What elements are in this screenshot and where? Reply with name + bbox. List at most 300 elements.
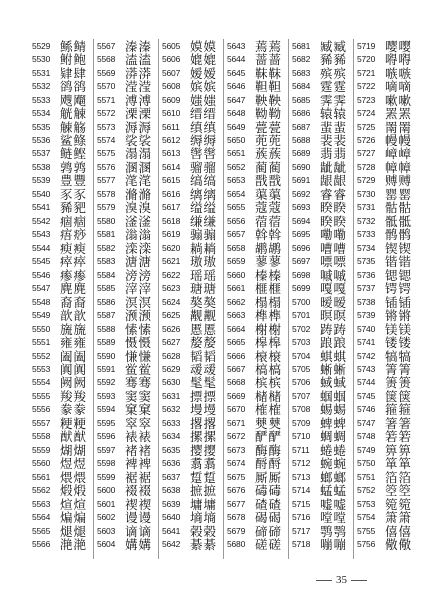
char-glyphs: 嘈嘈 — [320, 240, 348, 256]
char-glyphs: 鲎鲎 — [125, 361, 153, 377]
char-code: 5664 — [227, 323, 246, 334]
char-glyphs: 裔裔 — [60, 294, 88, 310]
char-code: 5733 — [357, 229, 376, 240]
char-glyphs: 锷锷 — [385, 281, 413, 297]
char-glyphs: 墉墉 — [190, 496, 218, 512]
char-glyphs: 榫榫 — [255, 308, 283, 324]
char-code: 5675 — [227, 471, 246, 482]
char-glyphs: 蜚蜚 — [320, 119, 348, 135]
char-code: 5721 — [357, 67, 376, 78]
char-code: 5634 — [162, 431, 181, 442]
char-glyphs: 嘀嘀 — [385, 79, 413, 95]
char-glyphs: 罂罂 — [385, 186, 413, 202]
char-code: 5583 — [97, 256, 116, 267]
char-code: 5730 — [357, 188, 376, 199]
char-code: 5726 — [357, 135, 376, 146]
char-code: 5573 — [97, 121, 116, 132]
char-code: 5596 — [97, 431, 116, 442]
char-code: 5529 — [32, 40, 51, 51]
char-glyphs: 霆霆 — [320, 79, 348, 95]
char-code: 5713 — [292, 471, 311, 482]
char-glyphs: 谩谩 — [125, 510, 153, 526]
char-code: 5580 — [97, 215, 116, 226]
char-code: 5746 — [357, 404, 376, 415]
char-code: 5653 — [227, 175, 246, 186]
char-code: 5714 — [292, 485, 311, 496]
char-code: 5685 — [292, 94, 311, 105]
char-glyphs: 豢豢 — [60, 402, 88, 418]
char-glyphs: 嶂嶂 — [385, 146, 413, 162]
char-code: 5683 — [292, 67, 311, 78]
char-glyphs: 锶锶 — [385, 267, 413, 283]
char-code: 5629 — [162, 363, 181, 374]
char-glyphs: 箢箢 — [385, 496, 413, 512]
char-glyphs: 溱溱 — [125, 38, 153, 54]
char-code: 5699 — [292, 283, 311, 294]
char-glyphs: 蝈蝈 — [320, 388, 348, 404]
char-code: 5628 — [162, 350, 181, 361]
char-glyphs: 滃滃 — [125, 227, 153, 243]
char-glyphs: 嘡嘡 — [320, 510, 348, 526]
char-code: 5660 — [227, 269, 246, 280]
char-glyphs: 锴锴 — [385, 254, 413, 270]
char-code: 5538 — [32, 161, 51, 172]
char-glyphs: 媸媸 — [190, 92, 218, 108]
char-glyphs: 嘞嘞 — [320, 227, 348, 243]
char-glyphs: 辔辔 — [190, 146, 218, 162]
char-glyphs: 箜箜 — [385, 483, 413, 499]
char-code: 5651 — [227, 148, 246, 159]
char-code: 5752 — [357, 485, 376, 496]
char-code: 5661 — [227, 283, 246, 294]
char-glyphs: 豨豝 — [60, 200, 88, 216]
char-code: 5689 — [292, 148, 311, 159]
column-divider — [288, 39, 289, 559]
char-glyphs: 摽摽 — [190, 388, 218, 404]
char-glyphs: 嗽嗽 — [385, 92, 413, 108]
char-code: 5712 — [292, 458, 311, 469]
char-glyphs: 嘘嘘 — [320, 496, 348, 512]
char-code: 5680 — [227, 539, 246, 550]
char-code: 5613 — [162, 148, 181, 159]
char-code: 5755 — [357, 525, 376, 536]
char-code: 5749 — [357, 444, 376, 455]
char-glyphs: 窦窦 — [125, 388, 153, 404]
char-glyphs: 酹酹 — [255, 456, 283, 472]
char-glyphs: 箫箫 — [385, 510, 413, 526]
char-glyphs: 痼痼 — [60, 213, 88, 229]
char-code: 5530 — [32, 54, 51, 65]
char-glyphs: 溏溏 — [125, 254, 153, 270]
char-glyphs: 碣碣 — [255, 510, 283, 526]
char-glyphs: 溽溽 — [125, 119, 153, 135]
char-code: 5643 — [227, 40, 246, 51]
char-glyphs: 阖阖 — [60, 348, 88, 364]
char-code: 5582 — [97, 242, 116, 253]
char-glyphs: 骶骶 — [385, 213, 413, 229]
char-code: 5591 — [97, 363, 116, 374]
char-code: 5662 — [227, 296, 246, 307]
char-glyphs: 滦滦 — [125, 240, 153, 256]
char-code: 5592 — [97, 377, 116, 388]
char-glyphs: 翡翡 — [320, 146, 348, 162]
char-glyphs: 踅踅 — [190, 469, 218, 485]
char-code: 5626 — [162, 323, 181, 334]
char-glyphs: 旒旒 — [60, 321, 88, 337]
char-glyphs: 猷猷 — [60, 429, 88, 445]
char-code: 5608 — [162, 81, 181, 92]
column-divider — [223, 39, 224, 559]
char-glyphs: 榱榱 — [255, 348, 283, 364]
char-code: 5693 — [292, 202, 311, 213]
table-row — [32, 537, 94, 553]
char-glyphs: 豕豕 — [60, 186, 88, 202]
char-code: 5576 — [97, 161, 116, 172]
char-glyphs: 缡缡 — [190, 186, 218, 202]
char-glyphs: 髦髦 — [190, 375, 218, 391]
char-glyphs: 豊豐 — [60, 173, 88, 189]
char-glyphs: 榻榻 — [255, 294, 283, 310]
char-glyphs: 缛缛 — [190, 133, 218, 149]
char-glyphs: 蜿蜿 — [320, 456, 348, 472]
char-code: 5691 — [292, 175, 311, 186]
char-glyphs: 瘐瘐 — [60, 240, 88, 256]
char-code: 5602 — [97, 512, 116, 523]
char-glyphs: 鹑鹑 — [60, 159, 88, 175]
char-code: 5650 — [227, 135, 246, 146]
char-glyphs: 摞摞 — [190, 429, 218, 445]
char-glyphs: 瑭瑭 — [190, 281, 218, 297]
char-code: 5719 — [357, 40, 376, 51]
char-code: 5673 — [227, 444, 246, 455]
char-code: 5751 — [357, 471, 376, 482]
char-glyphs: 叆叆 — [190, 361, 218, 377]
char-code: 5692 — [292, 188, 311, 199]
char-code: 5728 — [357, 161, 376, 172]
char-glyphs: 霁霁 — [320, 92, 348, 108]
char-code: 5539 — [32, 175, 51, 186]
char-code: 5617 — [162, 202, 181, 213]
char-glyphs: 溻溻 — [125, 146, 153, 162]
char-glyphs: 裟裟 — [125, 133, 153, 149]
char-code: 5620 — [162, 242, 181, 253]
char-glyphs: 慊慊 — [125, 348, 153, 364]
char-code: 5589 — [97, 337, 116, 348]
char-code: 5551 — [32, 337, 51, 348]
char-code: 5599 — [97, 471, 116, 482]
char-code: 5642 — [162, 539, 181, 550]
char-glyphs: 滗滗 — [125, 173, 153, 189]
char-code: 5544 — [32, 242, 51, 253]
char-glyphs: 榭榭 — [255, 321, 283, 337]
table-row — [357, 537, 419, 553]
char-glyphs: 綦綦 — [190, 537, 218, 553]
char-glyphs: 锲锲 — [385, 240, 413, 256]
char-glyphs: 骞骞 — [125, 375, 153, 391]
char-code: 5594 — [97, 404, 116, 415]
char-code: 5678 — [227, 512, 246, 523]
table-column — [32, 39, 94, 551]
char-code: 5648 — [227, 108, 246, 119]
char-glyphs: 戬戬 — [255, 173, 283, 189]
char-code: 5570 — [97, 81, 116, 92]
char-code: 5600 — [97, 485, 116, 496]
char-glyphs: 羧羧 — [60, 388, 88, 404]
char-glyphs: 酶酶 — [255, 442, 283, 458]
char-code: 5612 — [162, 135, 181, 146]
char-code: 5618 — [162, 215, 181, 226]
char-glyphs: 箪箪 — [385, 456, 413, 472]
char-code: 5654 — [227, 188, 246, 199]
char-code: 5731 — [357, 202, 376, 213]
char-code: 5742 — [357, 350, 376, 361]
char-glyphs: 雍雍 — [60, 335, 88, 351]
char-code: 5536 — [32, 135, 51, 146]
char-code: 5623 — [162, 283, 181, 294]
char-glyphs: 煺煺 — [60, 523, 88, 539]
char-code: 5632 — [162, 404, 181, 415]
char-code: 5606 — [162, 54, 181, 65]
char-glyphs: 靺靺 — [255, 65, 283, 81]
char-glyphs: 溷溷 — [125, 159, 153, 175]
char-code: 5722 — [357, 81, 376, 92]
page-footer — [316, 574, 367, 586]
char-glyphs: 碲碲 — [255, 523, 283, 539]
char-glyphs: 瘆瘆 — [60, 267, 88, 283]
char-code: 5579 — [97, 202, 116, 213]
char-code: 5686 — [292, 108, 311, 119]
char-glyphs: 槟槟 — [255, 375, 283, 391]
column-divider — [93, 39, 94, 559]
table-row — [292, 537, 354, 553]
char-glyphs: 媲媲 — [190, 52, 218, 68]
char-glyphs: 锵锵 — [385, 308, 413, 324]
char-code: 5709 — [292, 417, 311, 428]
table-column — [162, 39, 224, 551]
char-glyphs: 煜煜 — [60, 456, 88, 472]
char-glyphs: 骷骷 — [385, 200, 413, 216]
char-code: 5656 — [227, 215, 246, 226]
char-code: 5657 — [227, 229, 246, 240]
char-glyphs: 瑶瑶 — [190, 267, 218, 283]
char-glyphs: 龈龈 — [320, 173, 348, 189]
char-glyphs: 箍箍 — [385, 402, 413, 418]
char-glyphs: 骝骝 — [190, 159, 218, 175]
char-glyphs: 翥翥 — [190, 456, 218, 472]
char-glyphs: 摭摭 — [190, 483, 218, 499]
char-glyphs: 儆儆 — [385, 537, 413, 553]
char-code: 5598 — [97, 458, 116, 469]
char-code: 5729 — [357, 175, 376, 186]
char-code: 5575 — [97, 148, 116, 159]
char-code: 5716 — [292, 512, 311, 523]
char-glyphs: 蕖蕖 — [255, 186, 283, 202]
char-glyphs: 裴裴 — [320, 133, 348, 149]
char-code: 5542 — [32, 215, 51, 226]
char-code: 5605 — [162, 40, 181, 51]
char-code: 5588 — [97, 323, 116, 334]
char-code: 5744 — [357, 377, 376, 388]
char-code: 5640 — [162, 512, 181, 523]
char-code: 5585 — [97, 283, 116, 294]
char-code: 5621 — [162, 256, 181, 267]
char-code: 5743 — [357, 363, 376, 374]
char-glyphs: 觥觫 — [60, 106, 88, 122]
char-glyphs: 溥溥 — [125, 92, 153, 108]
char-glyphs: 飕飗 — [60, 92, 88, 108]
char-glyphs: 窣窣 — [125, 415, 153, 431]
char-code: 5703 — [292, 337, 311, 348]
char-glyphs: 蜩蜩 — [320, 429, 348, 445]
char-code: 5672 — [227, 431, 246, 442]
char-glyphs: 撄撄 — [190, 442, 218, 458]
char-glyphs: 鞅鞅 — [255, 92, 283, 108]
char-code: 5706 — [292, 377, 311, 388]
char-code: 5562 — [32, 485, 51, 496]
char-code: 5547 — [32, 283, 51, 294]
char-glyphs: 耥耥 — [190, 240, 218, 256]
char-glyphs: 嫒嫒 — [190, 65, 218, 81]
char-code: 5556 — [32, 404, 51, 415]
char-code: 5717 — [292, 525, 311, 536]
char-code: 5674 — [227, 458, 246, 469]
char-glyphs: 箅箅 — [385, 442, 413, 458]
char-glyphs: 骟骟 — [190, 227, 218, 243]
char-code: 5708 — [292, 404, 311, 415]
char-code: 5637 — [162, 471, 181, 482]
char-glyphs: 蔺蔺 — [255, 159, 283, 175]
char-glyphs: 嘚嘚 — [385, 52, 413, 68]
char-code: 5609 — [162, 94, 181, 105]
char-glyphs: 缜缜 — [190, 119, 218, 135]
char-code: 5715 — [292, 498, 311, 509]
char-code: 5710 — [292, 431, 311, 442]
char-glyphs: 煅煅 — [60, 483, 88, 499]
char-glyphs: 慝慝 — [190, 321, 218, 337]
char-code: 5635 — [162, 444, 181, 455]
char-code: 5546 — [32, 269, 51, 280]
char-code: 5566 — [32, 539, 51, 550]
char-glyphs: 嫔嫔 — [190, 79, 218, 95]
char-code: 5553 — [32, 363, 51, 374]
char-code: 5698 — [292, 269, 311, 280]
char-glyphs: 粳粳 — [60, 415, 88, 431]
char-glyphs: 觫觞 — [60, 119, 88, 135]
char-code: 5667 — [227, 363, 246, 374]
char-glyphs: 镁镁 — [385, 321, 413, 337]
char-glyphs: 槁槁 — [255, 361, 283, 377]
char-code: 5574 — [97, 135, 116, 146]
char-code: 5649 — [227, 121, 246, 132]
footer-dash-right — [351, 580, 367, 581]
char-glyphs: 煸煸 — [60, 510, 88, 526]
char-code: 5586 — [97, 296, 116, 307]
char-glyphs: 箧箧 — [385, 388, 413, 404]
char-code: 5624 — [162, 296, 181, 307]
char-glyphs: 慑慑 — [125, 335, 153, 351]
table-row — [97, 537, 159, 553]
char-glyphs: 璈璈 — [190, 254, 218, 270]
char-code: 5533 — [32, 94, 51, 105]
char-code: 5571 — [97, 94, 116, 105]
char-glyphs: 睽睽 — [320, 213, 348, 229]
char-glyphs: 赙赙 — [385, 173, 413, 189]
char-code: 5723 — [357, 94, 376, 105]
char-glyphs: 溴溴 — [125, 200, 153, 216]
char-code: 5727 — [357, 148, 376, 159]
char-glyphs: 箦箦 — [385, 375, 413, 391]
char-glyphs: 睽睽 — [320, 200, 348, 216]
char-code: 5614 — [162, 161, 181, 172]
char-code: 5652 — [227, 161, 246, 172]
char-glyphs: 龇龇 — [320, 159, 348, 175]
char-glyphs: 蔟蔟 — [255, 146, 283, 162]
char-code: 5647 — [227, 94, 246, 105]
char-code: 5740 — [357, 323, 376, 334]
char-code: 5745 — [357, 390, 376, 401]
char-code: 5700 — [292, 296, 311, 307]
char-glyphs: 殡殡 — [320, 65, 348, 81]
char-glyphs: 煊煊 — [60, 496, 88, 512]
char-glyphs: 幔幔 — [385, 133, 413, 149]
char-code: 5554 — [32, 377, 51, 388]
char-code: 5540 — [32, 188, 51, 199]
char-code: 5548 — [32, 296, 51, 307]
char-glyphs: 缢缢 — [190, 200, 218, 216]
char-glyphs: 滂滂 — [125, 267, 153, 283]
char-code: 5535 — [32, 121, 51, 132]
char-glyphs: 煳煳 — [60, 442, 88, 458]
char-glyphs: 僖僖 — [385, 523, 413, 539]
char-glyphs: 犒犒 — [385, 348, 413, 364]
char-code: 5597 — [97, 444, 116, 455]
char-code: 5545 — [32, 256, 51, 267]
char-glyphs: 裱裱 — [125, 429, 153, 445]
char-glyphs: 嗾嗾 — [385, 65, 413, 81]
char-code: 5550 — [32, 323, 51, 334]
char-glyphs: 鲧鲭 — [60, 38, 88, 54]
char-code: 5630 — [162, 377, 181, 388]
char-glyphs: 滏滏 — [125, 213, 153, 229]
char-code: 5750 — [357, 458, 376, 469]
char-code: 5676 — [227, 485, 246, 496]
char-glyphs: 墁墁 — [190, 402, 218, 418]
footer-dash-left — [316, 580, 332, 581]
char-code: 5622 — [162, 269, 181, 280]
char-code: 5753 — [357, 498, 376, 509]
char-code: 5631 — [162, 390, 181, 401]
char-glyphs: 暧暧 — [320, 294, 348, 310]
char-glyphs: 嘎嘎 — [320, 281, 348, 297]
char-glyphs: 韬韬 — [190, 348, 218, 364]
char-glyphs: 肄肆 — [60, 65, 88, 81]
char-code: 5684 — [292, 81, 311, 92]
char-glyphs: 榧榧 — [255, 281, 283, 297]
char-code: 5734 — [357, 242, 376, 253]
char-code: 5555 — [32, 390, 51, 401]
char-code: 5615 — [162, 175, 181, 186]
char-code: 5543 — [32, 229, 51, 240]
char-glyphs: 螂螂 — [320, 469, 348, 485]
char-code: 5625 — [162, 310, 181, 321]
char-glyphs: 蔫蔫 — [255, 38, 283, 54]
char-glyphs: 獒獒 — [190, 294, 218, 310]
char-code: 5590 — [97, 350, 116, 361]
char-code: 5705 — [292, 363, 311, 374]
char-glyphs: 臧臧 — [320, 38, 348, 54]
char-glyphs: 槔槔 — [255, 335, 283, 351]
char-glyphs: 锸锸 — [385, 294, 413, 310]
